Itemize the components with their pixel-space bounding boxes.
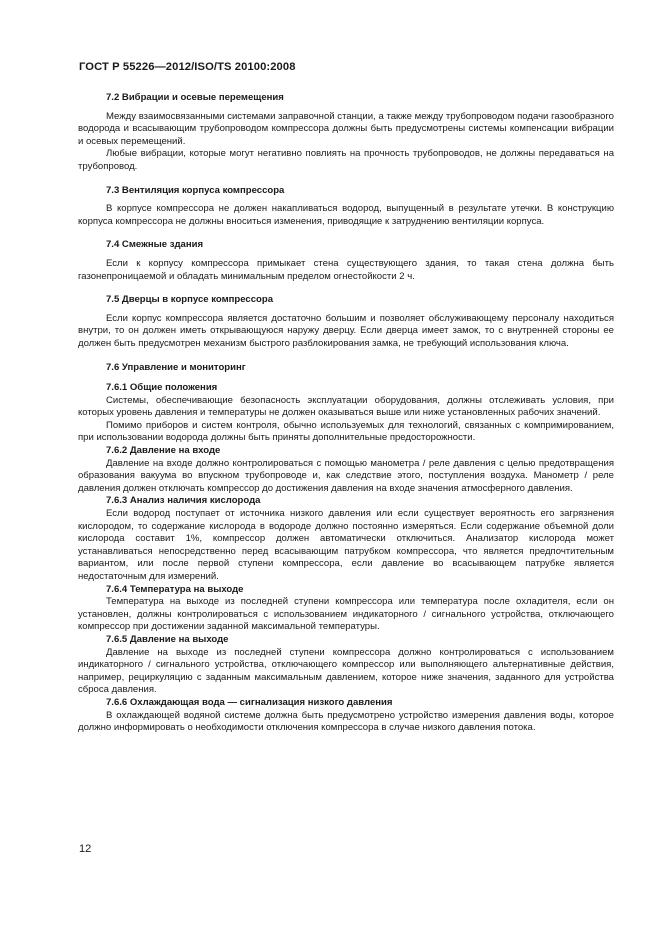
section-heading: 7.3 Вентиляция корпуса компрессора bbox=[106, 184, 285, 196]
subsection-7-6-5 bbox=[78, 634, 614, 697]
paragraph: Любые вибрации, которые могут негативно повлиять на прочность трубопроводов, не должны передаваться на трубопровод. bbox=[78, 148, 614, 172]
document-body bbox=[78, 92, 614, 735]
paragraph: Если водород поступает от источника низкого давления или если существует вероятность его загрязнения кислородом, то содержание кислорода в водороде должно постоянно измеряться. Если содержание объемной доли кислорода составит 1%, компрессор должен автоматически отключиться. Анализатор кислорода может устанавливаться непосредственно перед всасывающим патрубком компрессора, что является предпочтительным вариантом, или после первой ступени компрессора, если давление во всасывающем патрубке является недостаточным для измерений. bbox=[78, 508, 614, 582]
section-7-6 bbox=[78, 362, 614, 735]
subsection-7-6-1 bbox=[78, 382, 614, 445]
section-7-2 bbox=[78, 92, 614, 174]
paragraph: Между взаимосвязанными системами заправочной станции, а также между трубопроводом подачи газообразного водорода и всасывающим трубопроводом компрессора должны быть предусмотрены системы компенсации вибрации и осевых перемещений. bbox=[78, 110, 614, 147]
paragraph: В охлаждающей водяной системе должна быть предусмотрено устройство измерения давления воды, которое должно информировать о необходимости отключения компрессора в случае низкого давления потока. bbox=[78, 709, 614, 734]
paragraph: Давление на выходе из последней ступени компрессора должно контролироваться с использованием индикаторного / сигнального устройства, отключающего компрессор или выполняющего альтернативные действия, например, рециркуляцию с заданным максимальным давлением, которое ниже значения, заданного для устройства сброса давления. bbox=[78, 646, 614, 696]
paragraph: Если к корпусу компрессора примыкает стена существующего здания, то такая стена должна быть газонепроницаемой и обладать минимальным пределом огнестойкости 2 ч. bbox=[78, 257, 614, 282]
section-heading: 7.4 Смежные здания bbox=[106, 239, 204, 251]
subsection-heading: 7.6.6 Охлаждающая вода — сигнализация низкого давления bbox=[106, 696, 393, 708]
section-heading: 7.2 Вибрации и осевые перемещения bbox=[106, 92, 284, 103]
section-7-4 bbox=[78, 239, 614, 283]
paragraph: Помимо приборов и систем контроля, обычно используемых для технологий, связанных с компримированием, при использовании водорода должны быть приняты дополнительные предосторожности. bbox=[78, 419, 614, 444]
section-heading: 7.5 Дверцы в корпусе компрессора bbox=[106, 294, 274, 306]
paragraph: Давление на входе должно контролироваться с помощью манометра / реле давления с целью предотвращения образования вакуума во впускном трубопроводе и, как следствие этого, поступления воздуха. Манометр / реле давления должен отключать компрессор до достижения давления на входе значения атмосферного давления. bbox=[78, 457, 614, 494]
section-heading: 7.6 Управление и мониторинг bbox=[106, 361, 246, 373]
document-header: ГОСТ Р 55226—2012/ISO/TS 20100:2008 bbox=[79, 61, 296, 73]
paragraph: Если корпус компрессора является достаточно большим и позволяет обслуживающему персоналу находиться внутри, то он должен иметь открывающуюся наружу дверцу. Если дверца имеет замок, то с внутренней стороны ее должен быть предусмотрен механизм быстрого разблокирования замка, не требующий использования ключа. bbox=[78, 312, 614, 349]
subsection-7-6-4 bbox=[78, 584, 614, 634]
subsection-heading: 7.6.1 Общие положения bbox=[106, 382, 218, 394]
section-7-3 bbox=[78, 185, 614, 229]
subsection-heading: 7.6.4 Температура на выходе bbox=[106, 583, 244, 595]
subsection-heading: 7.6.2 Давление на входе bbox=[106, 445, 221, 457]
page-number: 12 bbox=[79, 843, 92, 855]
subsection-7-6-6 bbox=[78, 697, 614, 735]
subsection-7-6-3 bbox=[78, 495, 614, 583]
paragraph: Температура на выходе из последней ступени компрессора или температура после охладителя, если он установлен, должны контролироваться с использованием индикаторного / сигнального устройства, отключающего компрессор при достижении заданной максимальной температуры. bbox=[78, 596, 614, 633]
subsection-heading: 7.6.3 Анализ наличия кислорода bbox=[106, 495, 261, 507]
subsection-heading: 7.6.5 Давление на выходе bbox=[106, 633, 229, 645]
section-7-5 bbox=[78, 294, 614, 350]
subsection-7-6-2 bbox=[78, 445, 614, 495]
paragraph: В корпусе компрессора не должен накапливаться водород, выпущенный в результате утечки. В конструкцию корпуса компрессора не должны вноситься изменения, приводящие к затруднению вентиляции корпуса. bbox=[78, 203, 614, 227]
paragraph: Системы, обеспечивающие безопасность эксплуатации оборудования, должны отслеживать условия, при которых уровень давления и температуры не должен оказываться выше или ниже установленных рабочих значений. bbox=[78, 394, 614, 419]
